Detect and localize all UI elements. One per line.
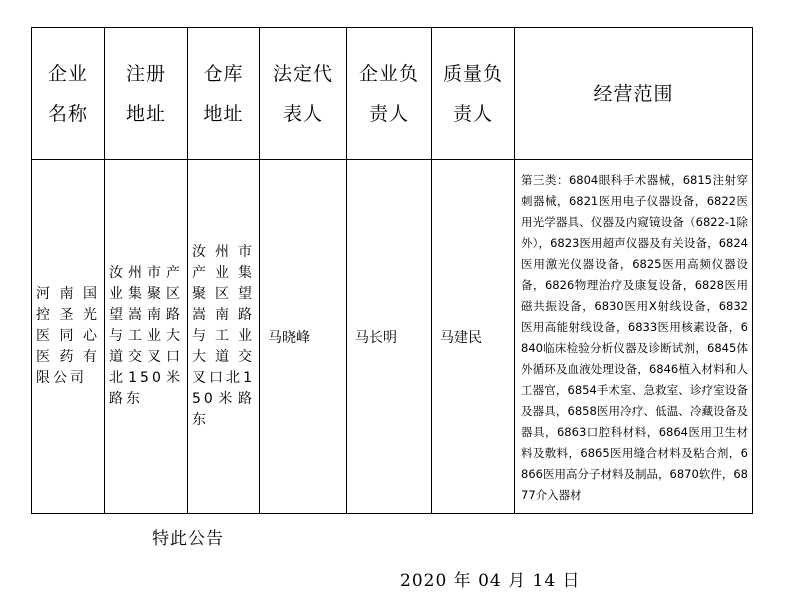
cell-enterprise-head: 马长明 [347,160,432,514]
header-business-scope: 经营范围 [515,28,753,160]
header-quality-head: 质量负责人 [432,28,515,160]
cell-warehouse-address: 汝州市产业集聚区望嵩南路与工业大道交叉口北150米路东 [188,160,260,514]
table-header-row [32,28,753,160]
notice-text: 特此公告 [152,529,224,549]
cell-company-name: 河南国控圣光医同心医药有限公司 [32,160,105,514]
cell-legal-representative: 马晓峰 [260,160,347,514]
license-table [31,27,753,514]
header-warehouse-address: 仓库地址 [188,28,260,160]
header-registered-address: 注册地址 [105,28,188,160]
notice-date: 2020 年 04 月 14 日 [400,571,581,591]
cell-business-scope: 第三类：6804眼科手术器械，6815注射穿刺器械，6821医用电子仪器设备，6822医用光学器具、仪器及内窥镜设备（6822-1除外），6823医用超声仪器及有关设备，6824医用激光仪器设备，6825医用高频仪器设备，6826物理治疗及康复设备，6828医用磁共振设备，6830医用X射线设备，6832医用高能射线设备，6833医用核素设备，6840临床检验分析仪器及诊断试剂，6845体外循环及血液处理设备，6846植入材料和人工器官，6854手术室、急救室、诊疗室设备及器具，6858医用冷疗、低温、冷藏设备及器具，6863口腔科材料，6864医用卫生材料及敷料，6865医用缝合材料及粘合剂，6866医用高分子材料及制品，6870软件，6877介入器材 [515,160,753,514]
header-legal-representative: 法定代表人 [260,28,347,160]
cell-registered-address: 汝州市产业集聚区望嵩南路与工业大道交叉口北150米路东 [105,160,188,514]
header-enterprise-head: 企业负责人 [347,28,432,160]
header-company-name: 企业名称 [32,28,105,160]
cell-quality-head: 马建民 [432,160,515,514]
table-row [32,160,753,514]
